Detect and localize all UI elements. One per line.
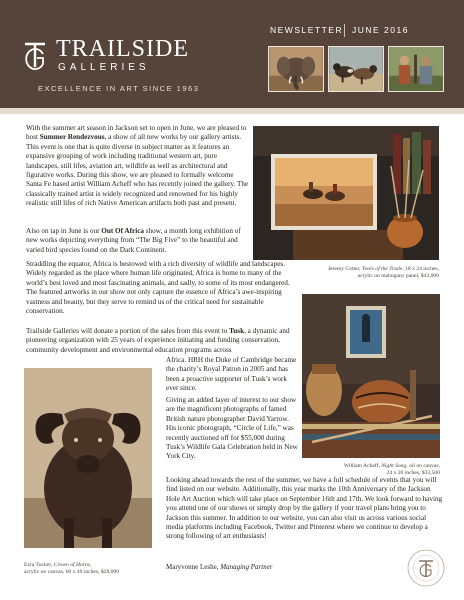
header-band [0,108,464,114]
acheff-caption [300,463,440,477]
cotter-detail-2: acrylic on mahogany panel, $43,000 [357,273,439,280]
article-paragraph-6: Looking ahead towards the rest of the summer, we have a full schedule of events that you will find listed on our website. Additionally, this year marks the 10th Anniversary of the Jackson Hole Art Auction which will take place on September 16th and 17th. We look forward to having you attend one of our shows or simply drop by the gallery if your travel plans bring you to Jackson this summer. In addition to our website, you can also visit us across various social media platforms including Facebook, Twitter and Pinterest where we continue to develop a strong following of art enthusiasts! [166,476,443,541]
cotter-detail-1: , 18 x 24 inches, [402,266,439,272]
article-paragraph-3: Straddling the equator, Africa is bestowed with a rich diversity of wildlife and landscapes. Widely regarded as the place where human life originated, Africa is home to many of the world’s best loved and most fascinating animals, and sadly, to some of its most endangered. The featured artworks in our show not only capture the essence of Africa’s awe-inspiring vastness and beauty, but they serve to remind us of the critical need for sustainable conservation. [26,260,290,316]
signature-title: Managing Partner [220,563,273,571]
issue-date: JUNE 2016 [352,25,409,35]
p4-text-c: , a dynamic and pioneering organization with 25 years of experience initiating and funding conservation, community development and environmental education programs across [26,327,290,354]
elephant-painting-thumbnail [268,46,324,92]
p2-text-a: Also on tap in June is our [26,227,102,235]
p2-text-c: show, a month long exhibition of new works depicting everything from “The Big Five” to the beautiful and varied bird species found on the Dark Continent. [26,227,241,254]
tagline: EXCELLENCE IN ART SINCE 1963 [38,84,200,93]
header-divider [344,24,345,37]
crown-of-horns-painting [24,368,152,548]
cotter-caption [253,266,439,280]
article-paragraph-5: Giving an added layer of interest to our show are the magnificent photographs of famed British nature photographer David Yarrow. His iconic photograph, “Circle of Life,” was recently auctioned off for $55,000 during Tusk’s Wildlife Gala Celebration held in New York City. [166,396,298,461]
cotter-artist: Jeremy Cotter, [327,266,362,272]
signature [166,563,366,572]
p1-text-c: , a show of all new works by our gallery artists. This event is one that is quite diverse in subject matter as it features an expansive grouping of work including traditional western art, pure landscapes, still lifes, aviation art, wildlife as well as architectural and figurative works. During this show, we are pleased to formally welcome Santa Fe based artist William Acheff who has recently joined the gallery. The classically trained artist is widely recognized and renowned for his highly realistic still lifes of rich Native American artifacts both past and present. [26,133,249,208]
night-song-painting [302,294,440,458]
gallery-seal-icon [406,548,446,588]
acheff-detail-1: , oil on canvas, [406,463,440,469]
tucker-detail-1: , [89,562,92,568]
tucker-title: Crown of Horns [53,562,90,568]
cotter-title: Tools of the Trade [361,266,403,272]
p1-text-a: With the summer art season in Jackson set to open in June, we are pleased to host [26,124,247,142]
trailside-logo-icon [22,40,48,70]
tucker-artist: Ezra Tucker, [24,562,54,568]
tools-of-the-trade-painting [253,126,439,260]
newsletter-header [0,0,464,108]
acheff-artist: William Acheff, [343,463,382,469]
article-paragraph-1 [26,124,250,209]
summer-rendezvous-title: Summer Rendezvous [39,133,105,142]
signature-name: Maryvonne Leshe, [166,563,221,571]
wild-dogs-painting-thumbnail [328,46,384,92]
tucker-caption [24,562,164,576]
acheff-title: Night Song [381,463,407,469]
newsletter-label: NEWSLETTER [270,25,344,35]
article-paragraph-4-continued: Africa. HRH the Duke of Cambridge became the charity’s Royal Patron in 2005 and has been a proactive supporter of Tusk’s work ever since. [166,356,297,393]
acheff-detail-2: 24 x 20 inches, $33,500 [386,470,440,477]
article-paragraph-2 [26,227,250,255]
brand-subtitle: GALLERIES [58,62,150,73]
out-of-africa-title: Out Of Africa [101,227,144,235]
tusk-org-name: Tusk [229,327,245,335]
tucker-detail-2: acrylic on canvas, 60 x 40 inches, $28,000 [24,569,120,576]
figures-painting-thumbnail [388,46,444,92]
brand-name: TRAILSIDE [56,36,189,62]
p4-text-a: Trailside Galleries will donate a portion of the sales from this event to [26,327,230,335]
article-paragraph-4 [26,327,298,355]
